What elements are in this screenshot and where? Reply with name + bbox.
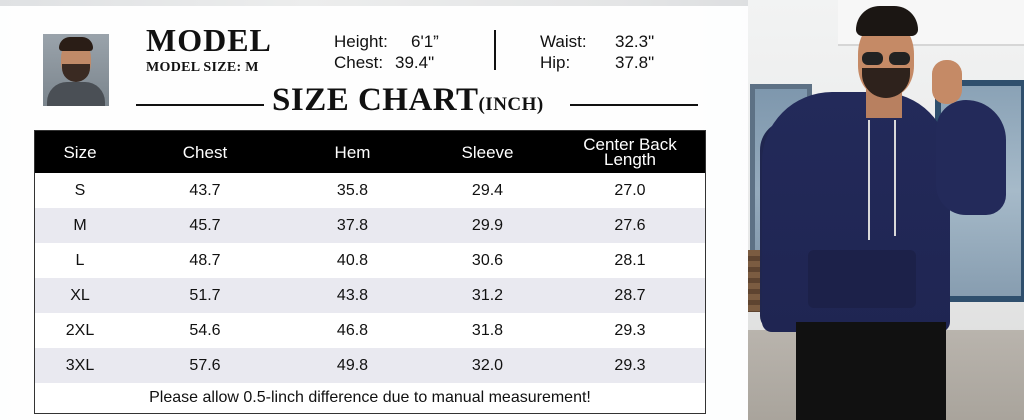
table-cell: 27.0 (614, 181, 646, 199)
measurement-note: Please allow 0.5-linch difference due to manual measurement! (149, 389, 591, 406)
stat-waist-label: Waist: (540, 32, 587, 51)
size-chart-title-text: SIZE CHART (272, 82, 479, 118)
table-row (35, 313, 705, 348)
stat-hip-value: 37.8" (615, 53, 655, 72)
table-cell: 57.6 (189, 356, 221, 374)
column-header: Center Back Length (583, 135, 677, 169)
stat-height-label: Height: (334, 32, 388, 51)
table-cell: 43.7 (189, 181, 221, 199)
table-cell: 29.3 (614, 356, 646, 374)
drawstring (868, 120, 870, 240)
column-header: Chest (182, 142, 228, 162)
column-header: Size (63, 142, 97, 162)
title-rule (570, 104, 698, 106)
stats-divider (494, 30, 496, 70)
table-cell: 48.7 (189, 251, 221, 269)
model-thumbnail (43, 34, 109, 106)
stat-chest-value: 39.4" (395, 53, 435, 72)
table-cell: 27.6 (614, 216, 646, 234)
table-row (35, 208, 705, 243)
table-cell: 3XL (65, 356, 95, 374)
table-cell: L (75, 251, 85, 269)
table-row (35, 278, 705, 313)
table-header (35, 131, 705, 173)
table-cell: 28.7 (614, 286, 646, 304)
model-title: MODEL (146, 22, 272, 58)
size-chart-title (272, 82, 544, 119)
size-table (34, 130, 706, 414)
table-cell: 31.2 (471, 286, 504, 304)
table-row (35, 348, 705, 383)
size-card (0, 6, 748, 420)
column-header: Hem (334, 142, 371, 162)
title-rule (136, 104, 264, 106)
stat-chest-label: Chest: (334, 53, 384, 72)
table-row (35, 173, 705, 208)
stat-hip-label: Hip: (540, 53, 571, 72)
table-cell: 40.8 (336, 251, 369, 269)
table-cell: 46.8 (336, 321, 369, 339)
column-header: Sleeve (461, 142, 514, 162)
model-size: MODEL SIZE: M (146, 60, 259, 75)
model-hair (856, 6, 918, 36)
table-cell: 37.8 (336, 216, 369, 234)
model-figure-photo (748, 0, 1024, 420)
stat-height-value: 6'1” (411, 32, 439, 51)
table-cell: 30.6 (471, 251, 504, 269)
table-cell: 35.8 (336, 181, 369, 199)
hoodie-sleeve (936, 100, 1006, 215)
table-cell: 2XL (65, 321, 95, 339)
table-cell: XL (70, 286, 90, 304)
table-cell: 31.8 (471, 321, 504, 339)
table-cell: S (74, 181, 86, 199)
stat-waist-value: 32.3" (615, 32, 655, 51)
table-cell: 29.3 (614, 321, 646, 339)
table-cell: M (73, 216, 87, 234)
table-cell: 49.8 (336, 356, 369, 374)
size-chart-unit: (INCH) (478, 94, 544, 115)
table-row (35, 243, 705, 278)
pants (796, 322, 946, 420)
table-cell: 28.1 (614, 251, 646, 269)
table-cell: 32.0 (471, 356, 504, 374)
sunglasses (862, 52, 912, 66)
table-cell: 51.7 (189, 286, 221, 304)
hoodie-pocket (808, 250, 916, 308)
model-hand (932, 60, 962, 104)
table-cell: 54.6 (189, 321, 221, 339)
drawstring (894, 120, 896, 236)
table-cell: 43.8 (336, 286, 369, 304)
table-cell: 29.9 (471, 216, 504, 234)
table-cell: 45.7 (189, 216, 221, 234)
table-cell: 29.4 (471, 181, 504, 199)
